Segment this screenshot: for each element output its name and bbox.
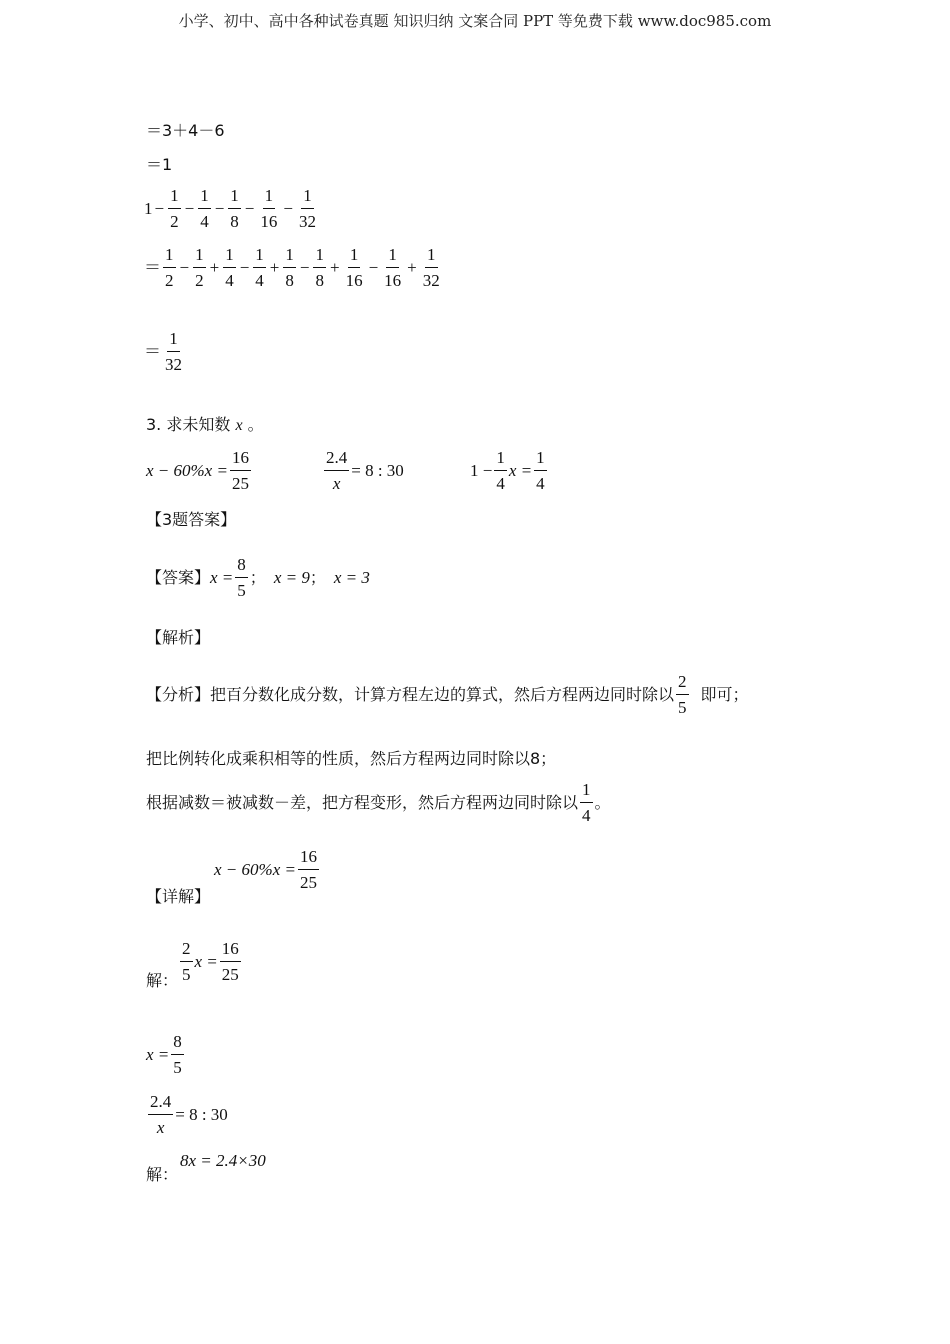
minus-sign: − — [179, 258, 190, 277]
question-3-title: 3. 求未知数 x 。 — [146, 415, 264, 434]
minus-sign: − — [244, 199, 255, 218]
analysis-paragraph-3: 根据减数＝被减数－差，把方程变形，然后方程两边同时除以 $\frac{1}{4}$ 。 — [146, 780, 611, 825]
minus-sign: − — [283, 199, 293, 218]
minus-sign: − — [368, 258, 379, 277]
calc-line-2: ＝1 — [146, 155, 173, 174]
fraction: $\frac{1}{2}$ — [170, 186, 179, 231]
fraction: $\frac{1}{2}$ — [165, 245, 174, 290]
answer-section-heading: 【3题答案】 — [146, 510, 237, 529]
solution-step-1: 解： $\frac{2}{5}$ x = $\frac{16}{25}$ — [146, 939, 239, 990]
fraction: $\frac{1}{4}$ — [496, 448, 505, 493]
fraction: $\frac{1}{4}$ — [536, 448, 545, 493]
analysis-paragraph-1: 【分析】 把百分数化成分数，计算方程左边的算式，然后方程两边同时除以 $\frac{2}{5}$ 即可； — [146, 672, 749, 717]
plus-sign: + — [269, 258, 280, 277]
fraction: $\frac{1}{32}$ — [422, 245, 440, 290]
minus-sign: − — [299, 258, 310, 277]
fraction: $\frac{1}{32}$ — [298, 186, 316, 231]
fraction: $\frac{16}{25}$ — [231, 448, 249, 493]
equation-2: $\frac{2.4}{x}$ = 8 : 30 — [326, 448, 404, 493]
answer-line: 【答案】 x = $\frac{8}{5}$ ； x = 9 ； x = 3 — [146, 555, 370, 600]
fraction: $\frac{1}{32}$ — [165, 329, 182, 374]
analysis-paragraph-2: 把比例转化成乘积相等的性质，然后方程两边同时除以8； — [146, 749, 557, 768]
fraction: $\frac{1}{4}$ — [255, 245, 264, 290]
detail-label: 【详解】 — [146, 887, 211, 906]
series-expression — [144, 187, 320, 230]
solution-step-2: x = $\frac{8}{5}$ — [146, 1032, 182, 1077]
minus-sign: − — [154, 199, 165, 218]
fraction: $\frac{1}{16}$ — [260, 186, 278, 231]
series-result — [144, 330, 186, 373]
fraction: $\frac{1}{16}$ — [345, 245, 363, 290]
fraction: $\frac{1}{8}$ — [285, 245, 294, 290]
analysis-heading: 【解析】 — [146, 628, 211, 647]
plus-sign: + — [329, 258, 340, 277]
fraction: $\frac{16}{25}$ — [299, 847, 317, 892]
detail-heading: 【详解】 x − 60%x = $\frac{16}{25}$ — [146, 847, 317, 906]
fraction: $\frac{8}{5}$ — [237, 555, 246, 600]
fraction: $\frac{1}{2}$ — [195, 245, 204, 290]
equation-1: x − 60%x = $\frac{16}{25}$ — [146, 448, 249, 493]
plus-sign: + — [209, 258, 220, 277]
fraction: $\frac{16}{25}$ — [221, 939, 239, 984]
answer-label: 【答案】 — [146, 567, 211, 587]
equals-sign: ＝ — [144, 258, 161, 277]
fraction: $\frac{1}{16}$ — [384, 245, 402, 290]
fraction: $\frac{1}{4}$ — [200, 186, 209, 231]
equation-3: 1 − $\frac{1}{4}$ x = $\frac{1}{4}$ — [470, 448, 545, 493]
term-one: 1 — [144, 199, 153, 218]
series-expanded — [144, 246, 444, 289]
fraction: $\frac{1}{4}$ — [225, 245, 234, 290]
plus-sign: + — [407, 258, 417, 277]
fraction: $\frac{1}{8}$ — [230, 186, 239, 231]
page-header: 小学、初中、高中各种试卷真题 知识归纳 文案合同 PPT 等免费下载 www.doc985.com — [178, 12, 772, 30]
fraction: $\frac{1}{8}$ — [315, 245, 324, 290]
equals-sign: ＝ — [144, 342, 161, 361]
fraction: $\frac{2}{5}$ — [678, 672, 687, 717]
fraction: $\frac{1}{4}$ — [582, 780, 591, 825]
minus-sign: − — [239, 258, 250, 277]
fraction: $\frac{2}{5}$ — [182, 939, 191, 984]
fraction: $\frac{8}{5}$ — [173, 1032, 182, 1077]
fraction: $\frac{2.4}{x}$ — [326, 448, 348, 493]
minus-sign: − — [184, 199, 195, 218]
calc-line-1: ＝3＋4－6 — [146, 121, 225, 140]
minus-sign: − — [214, 199, 225, 218]
proportion-equation: $\frac{2.4}{x}$ = 8 : 30 — [150, 1092, 228, 1137]
fraction: $\frac{2.4}{x}$ — [150, 1092, 172, 1137]
solution-step-3: 解： 8x = 2.4×30 — [146, 1151, 266, 1184]
